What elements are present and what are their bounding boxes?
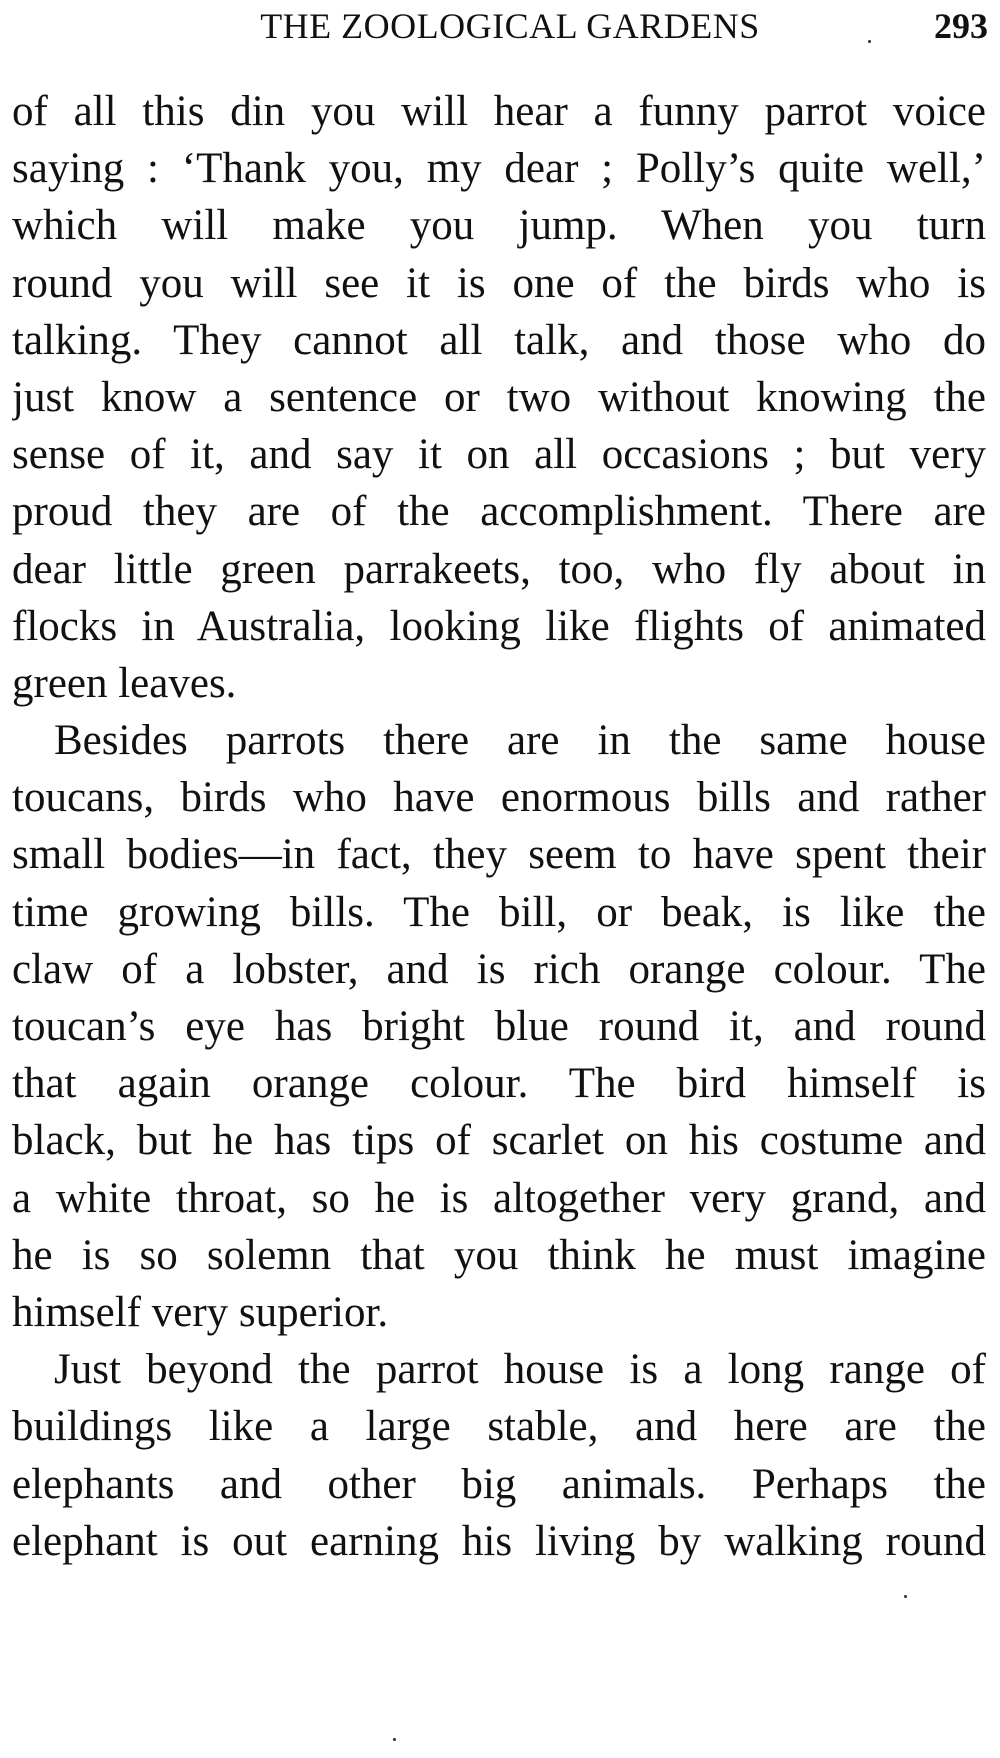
- text-line: claw of a lobster, and is rich orange colour. The: [12, 945, 986, 993]
- text-line: dear little green parrakeets, too, who fly about in: [12, 545, 986, 593]
- scan-speck: [393, 1738, 396, 1741]
- text-line: buildings like a large stable, and here are the: [12, 1403, 986, 1451]
- text-line: toucan’s eye has bright blue round it, and round: [12, 1003, 986, 1050]
- paragraph-1: [12, 83, 986, 712]
- text-line: sense of it, and say it on all occasions ; but very: [12, 431, 986, 479]
- text-line: talking. They cannot all talk, and those who do: [12, 316, 986, 364]
- text-line: just know a sentence or two without knowing the: [12, 373, 986, 421]
- running-head: [12, 2, 988, 50]
- text-line: Besides parrots there are in the same house: [54, 717, 986, 765]
- text-line: saying : ‘Thank you, my dear ; Polly’s quite well,’: [12, 145, 986, 193]
- body-text: [12, 83, 986, 1570]
- paragraph-3: [12, 1341, 986, 1570]
- page-number: 293: [934, 6, 988, 46]
- scan-speck: [868, 40, 871, 43]
- text-line: a white throat, so he is altogether very grand, and: [12, 1174, 986, 1222]
- text-line: time growing bills. The bill, or beak, is like the: [12, 888, 986, 936]
- paragraph-2: [12, 712, 986, 1341]
- text-line: black, but he has tips of scarlet on his costume and: [12, 1117, 986, 1165]
- text-line: flocks in Australia, looking like flights of animated: [12, 602, 986, 650]
- text-line: proud they are of the accomplishment. There are: [12, 488, 986, 536]
- text-line: he is so solemn that you think he must imagine: [12, 1231, 986, 1279]
- text-line: small bodies—in fact, they seem to have spent their: [12, 831, 986, 879]
- text-line: himself very superior.: [12, 1288, 389, 1336]
- text-line: elephant is out earning his living by walking round: [12, 1517, 986, 1565]
- text-line: that again orange colour. The bird himself is: [12, 1060, 986, 1108]
- text-line: Just beyond the parrot house is a long range of: [54, 1346, 986, 1394]
- text-line: which will make you jump. When you turn: [12, 202, 986, 250]
- text-line: of all this din you will hear a funny parrot voice: [12, 88, 986, 135]
- text-line: toucans, birds who have enormous bills and rather: [12, 774, 986, 822]
- running-title: THE ZOOLOGICAL GARDENS: [260, 6, 760, 46]
- text-line: elephants and other big animals. Perhaps the: [12, 1460, 986, 1508]
- scan-speck: [904, 1595, 907, 1598]
- text-line: round you will see it is one of the birds who is: [12, 259, 986, 307]
- text-line: green leaves.: [12, 659, 237, 707]
